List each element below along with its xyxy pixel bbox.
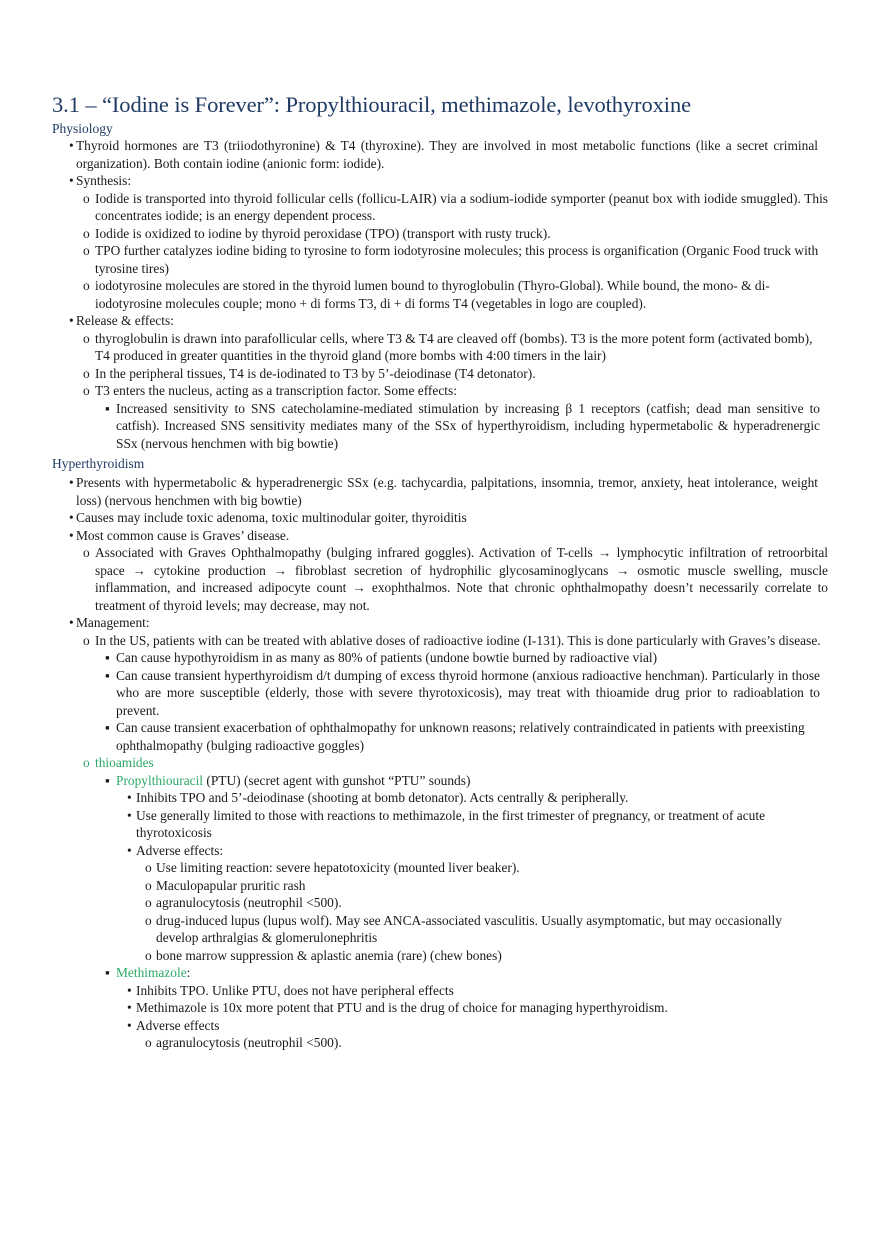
list-item [0, 859, 880, 877]
circle-marker: o [145, 877, 152, 893]
list-item [0, 1034, 880, 1052]
item-text: In the US, patients with can be treated with ablative doses of radioactive iodine (I-131). This is done particularly with Graves’s disease. [95, 632, 821, 648]
square-marker: ▪ [105, 667, 110, 683]
bullet-marker: • [69, 313, 74, 328]
item-text: Methimazole is 10x more potent that PTU and is the drug of choice for managing hyperthyroidism. [136, 1000, 668, 1015]
list-item [0, 982, 880, 1000]
circle-marker: o [83, 545, 90, 560]
item-text: Iodide is transported into thyroid follicular cells (follicu-LAIR) via a sodium-iodide symporter (peanut box with iodide smuggled). This concentrates iodide; is an energy dependent process. [95, 190, 828, 223]
square-marker: ▪ [105, 965, 110, 980]
circle-marker: o [145, 860, 152, 875]
list-item [0, 137, 880, 172]
square-marker: ▪ [105, 400, 110, 416]
item-text: thyroglobulin is drawn into parafollicular cells, where T3 & T4 are cleaved off (bombs). T3 is the more potent form (activated bomb), T4 produced in greater quantities in the thyroid gland (more bombs with 4:00 timers in the lair) [95, 330, 813, 363]
item-text: Use generally limited to those with reactions to methimazole, in the first trimester of pregnancy, or treatment of acute thyrotoxicosis [136, 807, 766, 840]
item-text: (PTU) (secret agent with gunshot “PTU” sounds) [203, 772, 471, 788]
bullet-marker: • [69, 173, 74, 188]
item-text: iodotyrosine molecules are stored in the thyroid lumen bound to thyroglobulin (Thyro-Global). While bound, the mono- & di-iodotyrosine molecules couple; mono + di forms T3, di + di forms T4 (vegetables in logo are coupled). [95, 278, 770, 311]
item-text: drug-induced lupus (lupus wolf). May see ANCA-associated vasculitis. Usually asymptomatic, but may occasionally develop arthralgias & glomerulonephritis [156, 912, 782, 945]
list-item [0, 365, 880, 383]
circle-marker: o [145, 895, 152, 910]
item-text: Adverse effects [136, 1017, 220, 1033]
bullet-marker: • [69, 527, 74, 543]
square-marker: ▪ [105, 650, 110, 665]
list-item [0, 382, 880, 400]
square-marker: ▪ [105, 772, 110, 788]
circle-marker: o [83, 190, 90, 206]
circle-marker: o [145, 1035, 152, 1050]
list-item [0, 842, 880, 860]
circle-marker: o [83, 330, 90, 346]
list-item [0, 509, 880, 527]
list-item [0, 754, 880, 772]
list-item [0, 190, 880, 225]
hyperthyroidism-content [0, 474, 880, 1052]
circle-marker: o [145, 947, 152, 963]
section-heading-physiology: Physiology [52, 121, 113, 136]
list-item [0, 894, 880, 912]
list-item [0, 242, 880, 277]
item-text: Use limiting reaction: severe hepatotoxicity (mounted liver beaker). [156, 860, 520, 875]
list-item [0, 632, 880, 650]
circle-marker: o [83, 243, 90, 258]
list-item [0, 1017, 880, 1035]
list-item [0, 667, 880, 720]
list-item [0, 719, 880, 754]
page-title: 3.1 – “Iodine is Forever”: Propylthiouracil, methimazole, levothyroxine [52, 92, 691, 117]
item-text: In the peripheral tissues, T4 is de-iodinated to T3 by 5’-deiodinase (T4 detonator). [95, 365, 536, 381]
item-text: Inhibits TPO. Unlike PTU, does not have peripheral effects [136, 982, 454, 998]
bullet-marker: • [127, 790, 132, 805]
item-text: Thyroid hormones are T3 (triiodothyronine) & T4 (thyroxine). They are involved in most metabolic functions (like a secret criminal organization). Both contain iodine (anionic form: iodide). [76, 138, 818, 171]
list-item [0, 877, 880, 895]
item-text: Can cause transient hyperthyroidism d/t dumping of excess thyroid hormone (anxious radioactive henchman). Particularly in those who are more susceptible (elderly, those with severe thyrotoxicosis), may treat with thioamide drug prior to radioablation to prevent. [116, 667, 820, 718]
item-text: agranulocytosis (neutrophil <500). [156, 1035, 342, 1050]
physiology-content [0, 137, 880, 452]
bullet-marker: • [127, 1017, 132, 1033]
thioamides-label: thioamides [95, 755, 154, 770]
bullet-marker: • [127, 807, 132, 823]
list-item [0, 527, 880, 545]
list-item [0, 312, 880, 330]
circle-marker: o [83, 383, 90, 398]
bullet-marker: • [69, 615, 74, 630]
list-item [0, 614, 880, 632]
list-item [0, 964, 880, 982]
circle-marker: o [83, 365, 90, 381]
item-text: Maculopapular pruritic rash [156, 877, 306, 893]
item-text: Release & effects: [76, 313, 174, 328]
list-item [0, 807, 880, 842]
item-text: TPO further catalyzes iodine biding to tyrosine to form iodotyrosine molecules; this process is organification (Organic Food truck with tyrosine tires) [95, 243, 819, 276]
item-text: Adverse effects: [136, 842, 224, 858]
list-item [0, 225, 880, 243]
section-heading-hyperthyroidism: Hyperthyroidism [52, 456, 145, 471]
square-marker: ▪ [105, 720, 110, 735]
item-text: Can cause hypothyroidism in as many as 80% of patients (undone bowtie burned by radioactive vial) [116, 650, 658, 665]
drug-name-methimazole: Methimazole [116, 965, 187, 980]
list-item [0, 544, 880, 614]
item-text: bone marrow suppression & aplastic anemia (rare) (chew bones) [156, 947, 502, 963]
circle-marker: o [145, 912, 152, 928]
list-item [0, 172, 880, 190]
list-item [0, 474, 880, 509]
drug-name-ptu: Propylthiouracil [116, 772, 204, 788]
list-item [0, 400, 880, 453]
item-text: Can cause transient exacerbation of ophthalmopathy for unknown reasons; relatively contraindicated in patients with preexisting ophthalmopathy (bulging radioactive goggles) [116, 720, 805, 753]
bullet-marker: • [127, 1000, 132, 1015]
bullet-marker: • [69, 138, 74, 153]
list-item [0, 999, 880, 1017]
list-item [0, 277, 880, 312]
item-text: Synthesis: [76, 173, 132, 188]
bullet-marker: • [127, 842, 132, 858]
list-item [0, 772, 880, 790]
circle-marker: o [83, 225, 90, 241]
item-text: agranulocytosis (neutrophil <500). [156, 895, 342, 910]
circle-marker: o [83, 632, 90, 648]
item-text: Most common cause is Graves’ disease. [76, 527, 290, 543]
list-item [0, 649, 880, 667]
item-text: T3 enters the nucleus, acting as a transcription factor. Some effects: [95, 383, 457, 398]
list-item [0, 330, 880, 365]
item-text: Increased sensitivity to SNS catecholamine-mediated stimulation by increasing β 1 receptors (catfish; dead man sensitive to catfish). Increased SNS sensitivity mediates many of the SSx of hyperthyroidism, including hypermetabolic & hyperadrenergic SSx (nervous henchmen with big bowtie) [116, 400, 820, 451]
list-item [0, 947, 880, 965]
bullet-marker: • [127, 982, 132, 998]
item-text: Management: [76, 615, 150, 630]
list-item [0, 789, 880, 807]
list-item [0, 912, 880, 947]
item-text: Causes may include toxic adenoma, toxic multinodular goiter, thyroiditis [76, 510, 467, 525]
item-text: Associated with Graves Ophthalmopathy (bulging infrared goggles). Activation of T-cells → lymphocytic infiltration of retroorbital space → cytokine production → fibroblast secretion of hydrophilic glycosaminoglycans → osmotic muscle swelling, muscle inflammation, and increased adipocyte count → exophthalmos. Note that chronic ophthalmopathy doesn’t necessarily correlate to treatment of thyroid levels; may decrease, may not. [95, 545, 828, 613]
item-text: Iodide is oxidized to iodine by thyroid peroxidase (TPO) (transport with rusty truck). [95, 225, 551, 241]
circle-marker: o [83, 278, 90, 293]
bullet-marker: • [69, 510, 74, 525]
circle-marker: o [83, 755, 90, 770]
item-text: Inhibits TPO and 5’-deiodinase (shooting at bomb detonator). Acts centrally & peripherally. [136, 790, 629, 805]
bullet-marker: • [69, 475, 74, 490]
item-text: : [186, 965, 191, 980]
item-text: Presents with hypermetabolic & hyperadrenergic SSx (e.g. tachycardia, palpitations, insomnia, tremor, anxiety, heat intolerance, weight loss) (nervous henchmen with big bowtie) [76, 475, 818, 508]
